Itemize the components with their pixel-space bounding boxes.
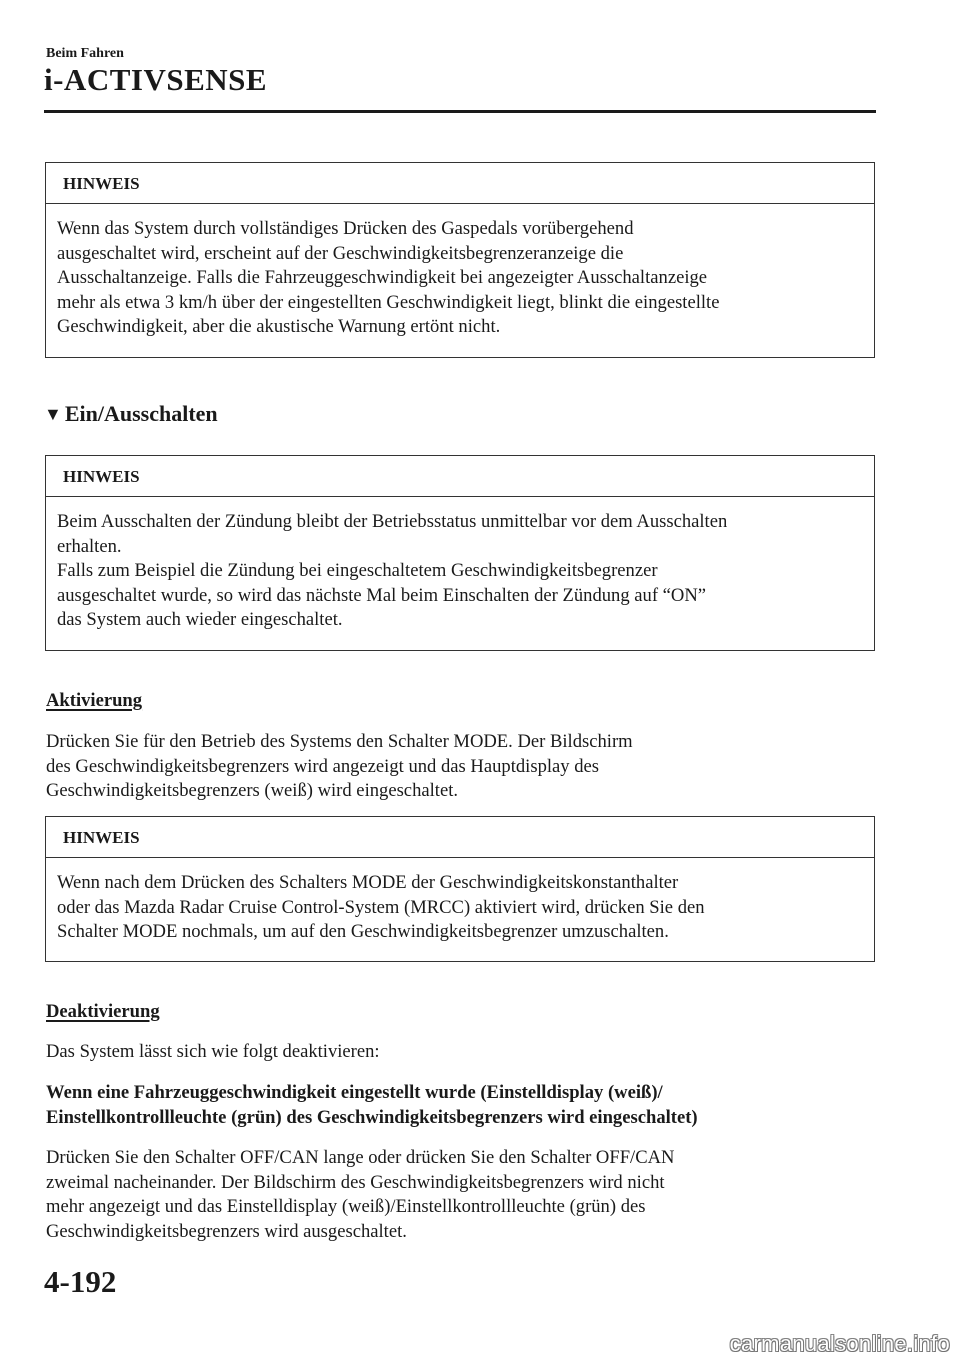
paragraph-line: Drücken Sie für den Betrieb des Systems den Schalter MODE. Der Bildschirm <box>46 731 633 752</box>
page-number: 4-192 <box>44 1264 117 1299</box>
activation-heading: Aktivierung <box>46 690 143 711</box>
triangle-down-icon: ▼ <box>44 404 62 424</box>
note-line: Wenn nach dem Drücken des Schalters MODE der Geschwindigkeitskonstanthalter <box>57 872 679 893</box>
deactivation-heading: Deaktivierung <box>46 1001 160 1022</box>
note-line: mehr als etwa 3 km/h über der eingestellten Geschwindigkeit liegt, blinkt die eingestellte <box>57 291 720 313</box>
page-title: i-ACTIVSENSE <box>44 62 268 97</box>
paragraph-line: Wenn eine Fahrzeuggeschwindigkeit eingestellt wurde (Einstelldisplay (weiß)/ <box>46 1082 663 1103</box>
note-line: Beim Ausschalten der Zündung bleibt der Betriebsstatus unmittelbar vor dem Ausschalten <box>57 511 728 532</box>
note-text <box>46 497 874 633</box>
header-divider <box>44 110 876 113</box>
deactivation-paragraph <box>46 1146 876 1244</box>
note-line: Geschwindigkeit, aber die akustische Warnung ertönt nicht. <box>57 316 501 337</box>
paragraph-line: zweimal nacheinander. Der Bildschirm des Geschwindigkeitsbegrenzers wird nicht <box>46 1171 665 1193</box>
paragraph-line: Einstellkontrollleuchte (grün) des Geschwindigkeitsbegrenzers wird eingeschaltet) <box>46 1106 698 1128</box>
note-line: Falls zum Beispiel die Zündung bei eingeschaltetem Geschwindigkeitsbegrenzer <box>57 560 658 581</box>
note-line: das System auch wieder eingeschaltet. <box>57 609 343 630</box>
note-line: Wenn das System durch vollständiges Drücken des Gaspedals vorübergehend <box>57 218 634 239</box>
paragraph-line: des Geschwindigkeitsbegrenzers wird angezeigt und das Hauptdisplay des <box>46 755 600 777</box>
note-text <box>46 204 874 340</box>
note-title: HINWEIS <box>46 163 874 204</box>
watermark: carmanualsonline.info <box>729 1331 950 1356</box>
note-box-ignition <box>45 455 875 651</box>
note-line: Schalter MODE nochmals, um auf den Geschwindigkeitsbegrenzer umzuschalten. <box>57 921 669 942</box>
note-box-gas-pedal <box>45 162 875 358</box>
section-heading-on-off <box>44 400 218 429</box>
activation-paragraph <box>46 730 876 804</box>
note-text <box>46 858 874 945</box>
note-title: HINWEIS <box>46 456 874 497</box>
note-line: ausgeschaltet wurde, so wird das nächste Mal beim Einschalten der Zündung auf “ON” <box>57 584 707 606</box>
note-line: Ausschaltanzeige. Falls die Fahrzeuggeschwindigkeit bei angezeigter Ausschaltanzeige <box>57 267 708 288</box>
paragraph-line: Geschwindigkeitsbegrenzers wird ausgeschaltet. <box>46 1220 407 1242</box>
section-label: Beim Fahren <box>46 46 124 61</box>
paragraph-line: Drücken Sie den Schalter OFF/CAN lange oder drücken Sie den Schalter OFF/CAN <box>46 1147 675 1168</box>
note-line: ausgeschaltet wird, erscheint auf der Geschwindigkeitsbegrenzeranzeige die <box>57 242 624 264</box>
note-box-mode-switch <box>45 816 875 962</box>
note-line: oder das Mazda Radar Cruise Control-System (MRCC) aktiviert wird, drücken Sie den <box>57 896 705 918</box>
section-heading-text: Ein/Ausschalten <box>64 401 218 426</box>
paragraph-line: mehr angezeigt und das Einstelldisplay (weiß)/Einstellkontrollleuchte (grün) des <box>46 1196 646 1217</box>
note-title: HINWEIS <box>46 817 874 858</box>
paragraph-line: Geschwindigkeitsbegrenzers (weiß) wird eingeschaltet. <box>46 780 459 801</box>
note-line: erhalten. <box>57 535 122 557</box>
deactivation-intro: Das System lässt sich wie folgt deaktivieren: <box>46 1041 380 1062</box>
deactivation-condition <box>46 1081 876 1130</box>
